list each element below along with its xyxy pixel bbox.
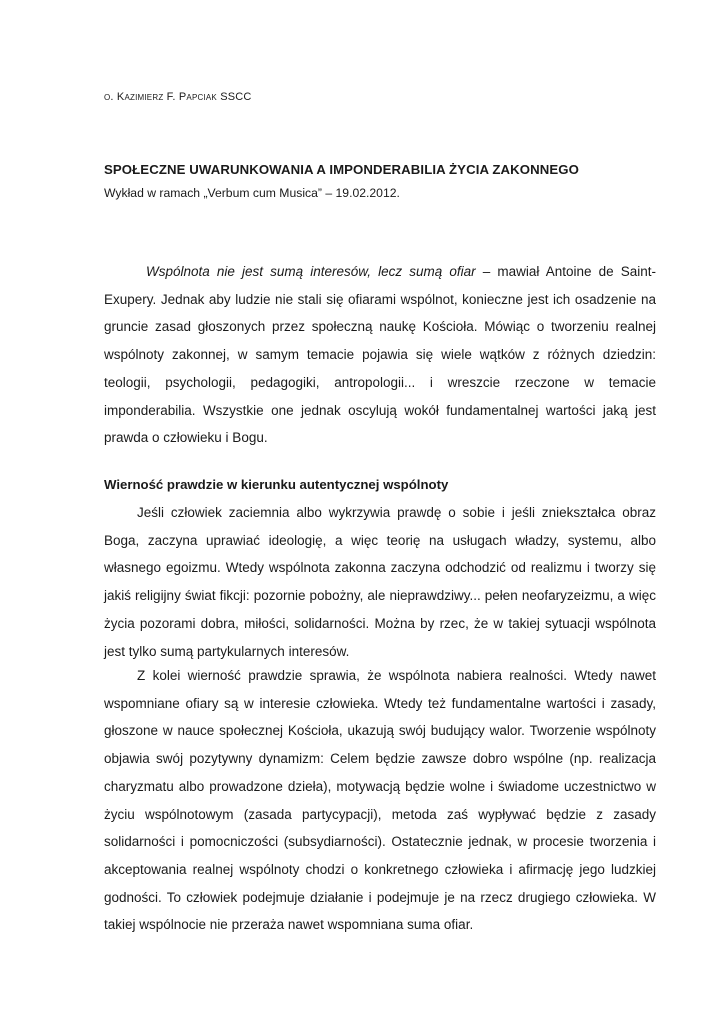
body-paragraph-1: Jeśli człowiek zaciemnia albo wykrzywia prawdę o sobie i jeśli zniekształca obraz Boga, zaczyna uprawiać ideologię, a więc teorię na usługach władzy, systemu, albo własnego egoizmu. Wtedy wspólnota zakonna zaczyna odchodzić od realizmu i tworzy się jakiś religijny świat fikcji: pozornie pobożny, ale nieprawdziwy... pełen neofaryzeizmu, a więc życia pozorami dobra, miłości, solidarności. Można by rzec, że w takiej sytuacji wspólnota jest tylko sumą partykularnych interesów. <box>104 505 656 659</box>
intro-quote: Wspólnota nie jest sumą interesów, lecz sumą ofiar <box>146 264 476 279</box>
author-line: o. Kazimierz F. Papciak SSCC <box>104 91 252 103</box>
intro-text: – mawiał Antoine de Saint-Exupery. Jednak aby ludzie nie stali się ofiarami wspólnot, konieczne jest ich osadzenie na gruncie zasad głoszonych przez społeczną naukę Kościoła. Mówiąc o tworzeniu realnej wspólnoty zakonnej, w samym temacie pojawia się wiele wątków z różnych dziedzin: teologii, psychologii, pedagogiki, antropologii... i wreszcie rzeczone w temacie imponderabilia. Wszystkie one jednak oscylują wokół fundamentalnej wartości jaką jest prawda o człowieku i Bogu. <box>104 264 656 446</box>
section-heading: Wierność prawdzie w kierunku autentycznej wspólnoty <box>104 477 449 492</box>
body-paragraph-2: Z kolei wierność prawdzie sprawia, że wspólnota nabiera realności. Wtedy nawet wspomniane ofiary są w interesie człowieka. Wtedy też fundamentalne wartości i zasady, głoszone w nauce społecznej Kościoła, ukazują swój budujący walor. Tworzenie wspólnoty objawia swój pozytywny dynamizm: Celem będzie zawsze dobro wspólne (np. realizacja charyzmatu albo prowadzone dzieła), motywacją będzie wolne i świadome uczestnictwo w życiu wspólnotowym (zasada partycypacji), metoda zaś wypływać będzie z zasady solidarności i pomocniczości (subsydiarności). Ostatecznie jednak, w procesie tworzenia i akceptowania realnej wspólnoty chodzi o konkretnego człowieka i afirmację jego ludzkiej godności. To człowiek podejmuje działanie i podejmuje je na rzecz drugiego człowieka. W takiej wspólnocie nie przeraża nawet wspomniana suma ofiar. <box>104 668 656 933</box>
intro-paragraph <box>104 258 656 452</box>
lecture-subtitle: Wykład w ramach „Verbum cum Musica” – 19.02.2012. <box>104 186 400 200</box>
document-title: SPOŁECZNE UWARUNKOWANIA A IMPONDERABILIA ŻYCIA ZAKONNEGO <box>104 162 579 177</box>
